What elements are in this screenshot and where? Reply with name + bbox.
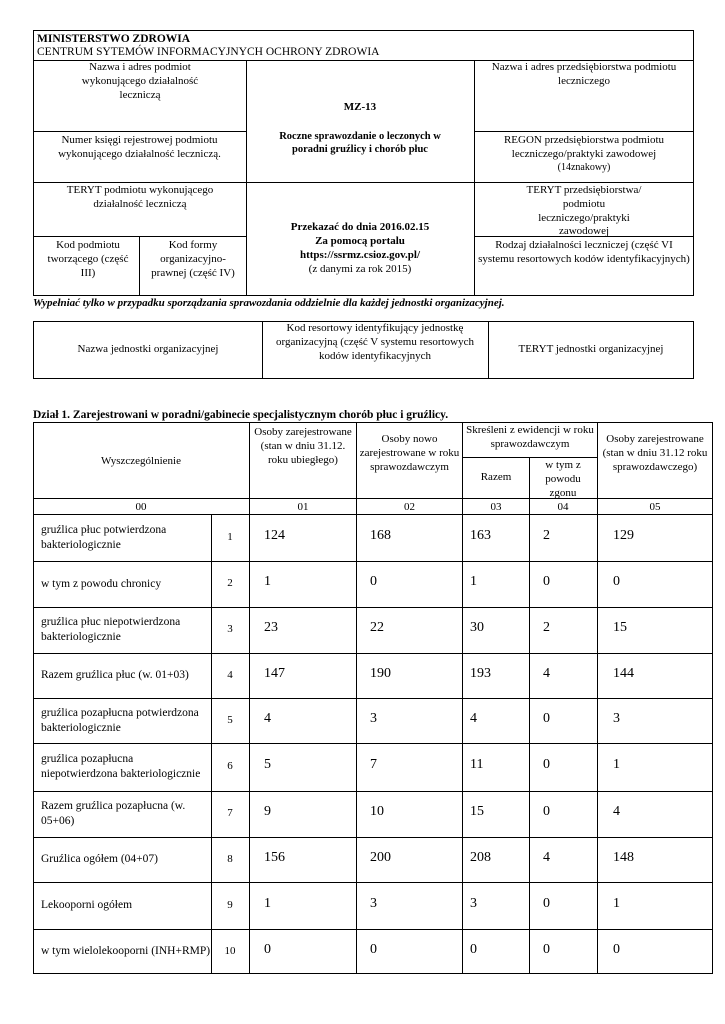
col-code: 00: [135, 501, 147, 513]
regon-label: REGON przedsiębiorstwa podmiotu leczniczego/praktyki zawodowej: [503, 134, 665, 160]
row-label: Lekooporni ogółem: [41, 899, 133, 912]
row-label: w tym wielolekooporni (INH+RMP): [41, 945, 211, 958]
cell-value[interactable]: 3: [370, 895, 377, 911]
org-form-code-label: Kod formy organizacyjno-prawnej (część IV): [151, 239, 235, 279]
col-code: 02: [404, 501, 415, 513]
row-number: 6: [227, 760, 233, 772]
register-number-label: Numer księgi rejestrowej podmiotu wykonującego działalność leczniczą.: [58, 134, 221, 160]
portal-url: https://ssrmz.csioz.gov.pl/: [299, 249, 421, 261]
row-label: gruźlica płuc niepotwierdzona bakteriologicznie: [41, 616, 181, 643]
cell-value[interactable]: 156: [264, 849, 285, 865]
table-row: [33, 607, 713, 653]
center-name: CENTRUM SYTEMÓW INFORMACYJNYCH OCHRONY ZDROWIA: [37, 46, 380, 58]
cell-value[interactable]: 5: [264, 757, 271, 772]
cell-value[interactable]: 190: [370, 665, 391, 681]
row-number: 2: [227, 577, 233, 589]
cell-value[interactable]: 1: [470, 574, 477, 589]
col-desc-header: Wyszczególnienie: [101, 455, 181, 467]
cell-value[interactable]: 3: [370, 710, 377, 726]
cell-value[interactable]: 1: [613, 895, 620, 911]
table-row: [33, 653, 713, 698]
cell-value[interactable]: 208: [470, 849, 491, 865]
cell-value[interactable]: 148: [613, 849, 634, 865]
table-row: [33, 929, 713, 974]
cell-value[interactable]: 7: [370, 757, 377, 772]
row-number: 4: [227, 668, 233, 681]
cell-value[interactable]: 200: [370, 849, 391, 865]
unit-code-label: Kod resortowy identyfikujący jednostkę organizacyjną (część V systemu resortowych kodów identyfikacyjnych: [276, 322, 474, 362]
form-code: MZ-13: [343, 101, 377, 113]
cell-value[interactable]: 144: [613, 665, 634, 681]
ministry-name: MINISTERSTWO ZDROWIA: [37, 33, 191, 45]
unit-name-label: Nazwa jednostki organizacyjnej: [77, 343, 219, 355]
unit-teryt-label: TERYT jednostki organizacyjnej: [518, 343, 664, 355]
cell-value[interactable]: 1: [264, 895, 271, 911]
cell-value[interactable]: 0: [543, 710, 550, 726]
cell-value[interactable]: 4: [470, 710, 477, 726]
col-removed-total-header: Razem: [480, 471, 512, 483]
table-row: [33, 837, 713, 882]
regon-note: (14znakowy): [557, 162, 611, 173]
cell-value[interactable]: 0: [613, 941, 620, 957]
row-number: 1: [227, 530, 233, 543]
cell-value[interactable]: 9: [264, 804, 271, 819]
teryt-entity-label: TERYT podmiotu wykonującego działalność leczniczą: [66, 184, 214, 210]
col-code: 05: [649, 501, 661, 513]
cell-value[interactable]: 0: [470, 941, 477, 957]
cell-value[interactable]: 0: [543, 941, 550, 957]
cell-value[interactable]: 0: [543, 757, 550, 772]
cell-value[interactable]: 163: [470, 527, 491, 543]
row-label: Razem gruźlica płuc (w. 01+03): [41, 669, 189, 682]
row-label: Gruźlica ogółem (04+07): [41, 853, 158, 866]
cell-value[interactable]: 10: [370, 804, 384, 819]
cell-value[interactable]: 3: [470, 895, 477, 911]
col-new-header: Osoby nowo zarejestrowane w roku sprawozdawczym: [359, 433, 460, 473]
cell-value[interactable]: 0: [370, 574, 377, 589]
row-number: 7: [227, 807, 233, 819]
cell-value[interactable]: 15: [470, 804, 484, 819]
table-row: [33, 882, 713, 929]
cell-value[interactable]: 147: [264, 665, 285, 681]
cell-value[interactable]: 4: [543, 849, 550, 865]
cell-value[interactable]: 168: [370, 527, 391, 543]
submit-deadline: Przekazać do dnia 2016.02.15: [290, 221, 430, 233]
cell-value[interactable]: 22: [370, 620, 384, 635]
fill-note: Wypełniać tylko w przypadku sporządzania sprawozdania oddzielnie dla każdej jednostki organizacyjnej.: [33, 297, 505, 309]
col-removed-group-header: Skreśleni z ewidencji w roku sprawozdawczym: [466, 424, 594, 450]
cell-value[interactable]: 0: [543, 804, 550, 819]
cell-value[interactable]: 4: [613, 804, 620, 819]
cell-value[interactable]: 0: [543, 895, 550, 911]
table-row: [33, 791, 713, 837]
form-title: Roczne sprawozdanie o leczonych w poradni gruźlicy i chorób płuc: [279, 131, 441, 156]
row-label: w tym z powodu chronicy: [41, 577, 162, 590]
cell-value[interactable]: 0: [264, 941, 271, 957]
table-row: [33, 743, 713, 791]
cell-value[interactable]: 124: [264, 527, 285, 543]
row-number: 8: [227, 852, 233, 865]
entity-name-label: Nazwa i adres podmiot wykonującego działalność leczniczą: [81, 61, 199, 101]
cell-value[interactable]: 0: [543, 574, 550, 589]
cell-value[interactable]: 4: [543, 665, 550, 681]
table-row: [33, 698, 713, 743]
cell-value[interactable]: 1: [613, 757, 620, 772]
section1-title: Dział 1. Zarejestrowani w poradni/gabinecie specjalistycznym chorób płuc i gruźlicy.: [33, 409, 449, 421]
cell-value[interactable]: 30: [470, 620, 484, 635]
cell-value[interactable]: 0: [370, 941, 377, 957]
col-code: 01: [297, 501, 309, 513]
cell-value[interactable]: 11: [470, 757, 484, 772]
teryt-enterprise-label: TERYT przedsiębiorstwa/ podmiotu leczniczego/praktyki zawodowej: [526, 184, 642, 238]
col-removed-death-header: w tym z powodu zgonu: [545, 459, 581, 499]
cell-value[interactable]: 129: [613, 527, 634, 543]
col-registered-end-header: Osoby zarejestrowane (stan w dniu 31.12 roku sprawozdawczego): [602, 433, 708, 473]
row-number: 3: [227, 623, 233, 635]
row-number: 10: [224, 944, 236, 957]
row-label: gruźlica pozapłucna niepotwierdzona bakteriologicznie: [41, 753, 201, 780]
col-code: 04: [557, 501, 569, 513]
cell-value[interactable]: 23: [264, 620, 278, 635]
cell-value[interactable]: 0: [613, 574, 620, 589]
cell-value[interactable]: 3: [613, 710, 620, 726]
cell-value[interactable]: 1: [264, 574, 271, 589]
submit-via: Za pomocą portalu: [315, 235, 405, 247]
col-code: 03: [490, 501, 502, 513]
founder-code-label: Kod podmiotu tworzącego (część III): [47, 239, 129, 279]
cell-value[interactable]: 2: [543, 620, 550, 635]
cell-value[interactable]: 4: [264, 710, 271, 726]
row-number: 9: [227, 898, 233, 911]
table-row: [33, 561, 713, 607]
cell-value[interactable]: 15: [613, 620, 627, 635]
row-label: gruźlica płuc potwierdzona bakteriologicznie: [41, 523, 167, 551]
enterprise-name-label: Nazwa i adres przedsiębiorstwa podmiotu leczniczego: [491, 61, 677, 87]
activity-type-label: Rodzaj działalności leczniczej (część VI systemu resortowych kodów identyfikacyjnych): [478, 239, 690, 265]
data-year: (z danymi za rok 2015): [308, 263, 412, 275]
row-number: 5: [227, 713, 233, 726]
cell-value[interactable]: 193: [470, 665, 491, 681]
table-row: [33, 514, 713, 561]
row-label: Razem gruźlica pozapłucna (w. 05+06): [41, 800, 186, 827]
col-registered-start-header: Osoby zarejestrowane (stan w dniu 31.12. roku ubiegłego): [254, 426, 352, 466]
row-label: gruźlica pozapłucna potwierdzona bakteriologicznie: [41, 706, 199, 734]
cell-value[interactable]: 2: [543, 527, 550, 543]
